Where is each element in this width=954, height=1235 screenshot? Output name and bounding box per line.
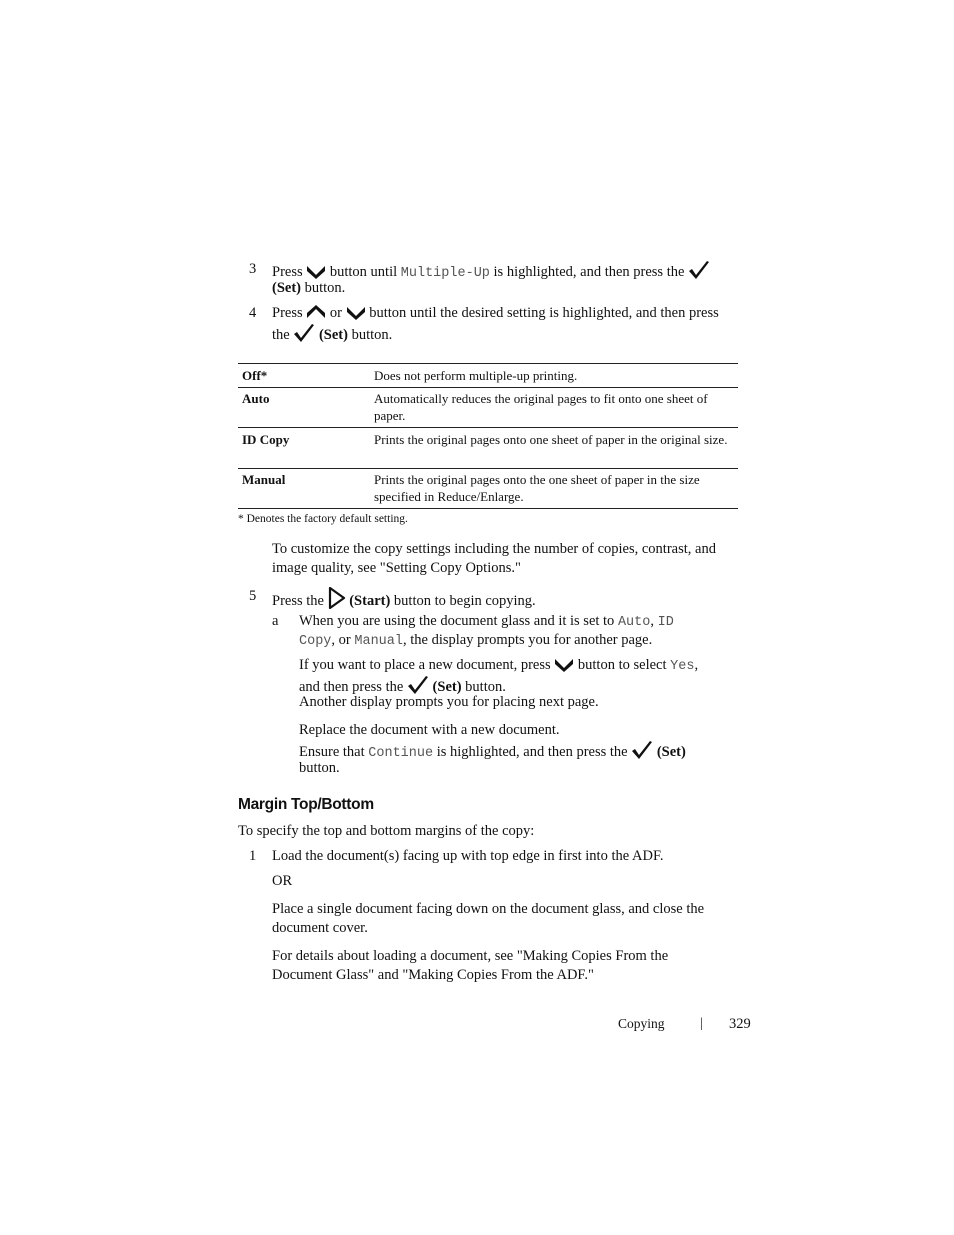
substep-a-p3-line-2 <box>299 740 686 766</box>
step-text: button. <box>351 327 393 343</box>
set-label: (Set) <box>432 679 462 695</box>
step-text: or <box>329 305 342 321</box>
step-text: , <box>650 613 654 629</box>
step-number: 1 <box>249 848 257 864</box>
step-number: 5 <box>249 588 257 604</box>
step-text: and then press the <box>299 679 404 695</box>
table-row-label: Off* <box>242 368 268 383</box>
step-text: Press <box>272 264 303 280</box>
start-label: (Start) <box>349 593 391 609</box>
place-line-1: Place a single document facing down on the document glass, and close the <box>272 901 705 917</box>
substep-a-p2-line-3: Another display prompts you for placing next page. <box>299 694 599 710</box>
footer-separator: | <box>700 1015 703 1030</box>
details-line-2: Document Glass" and "Making Copies From the ADF." <box>272 967 594 983</box>
menu-value: Multiple-Up <box>400 266 490 281</box>
step-text: If you want to place a new document, press <box>299 657 551 673</box>
checkmark-icon <box>688 260 710 286</box>
page-number: 329 <box>729 1016 751 1032</box>
step-text: button to select <box>577 657 667 673</box>
substep-a-line-1 <box>299 612 674 632</box>
step-3-line-2 <box>272 279 345 298</box>
chevron-down-icon <box>554 656 574 679</box>
table-rule <box>238 427 738 428</box>
set-label: (Set) <box>318 327 348 343</box>
footer-chapter: Copying <box>618 1016 665 1031</box>
place-line-2: document cover. <box>272 920 368 936</box>
step-number: 4 <box>249 305 257 321</box>
table-rule <box>238 508 738 509</box>
menu-value: ID <box>657 615 674 630</box>
step-text: the <box>272 327 290 343</box>
section-step-1: Load the document(s) facing up with top edge in first into the ADF. <box>272 848 664 864</box>
table-row-label: ID Copy <box>242 432 290 447</box>
set-label: (Set) <box>272 280 301 296</box>
table-row-label: Auto <box>242 391 270 406</box>
step-text: button. <box>465 679 506 695</box>
step-text: button to begin copying. <box>393 593 536 609</box>
menu-value: Copy <box>299 634 332 649</box>
step-text: , the display prompts you for another page. <box>402 632 653 648</box>
step-4-line-2 <box>272 323 392 349</box>
or-text: OR <box>272 873 293 889</box>
menu-value: Auto <box>617 615 651 630</box>
set-label: (Set) <box>656 744 686 760</box>
substep-a-line-2 <box>299 631 652 651</box>
table-rule <box>238 387 738 388</box>
step-text: is highlighted, and then press the <box>493 264 685 280</box>
step-text: , or <box>331 632 351 648</box>
step-text: Press <box>272 305 303 321</box>
step-text: is highlighted, and then press the <box>436 744 628 760</box>
step-text: When you are using the document glass and it is set to <box>299 613 615 629</box>
menu-value: Continue <box>368 746 434 761</box>
substep-a-p3-line-3: button. <box>299 760 340 776</box>
table-footnote: * Denotes the factory default setting. <box>238 513 408 525</box>
customize-line-2: image quality, see "Setting Copy Options." <box>272 560 521 576</box>
step-text: button until <box>329 264 398 280</box>
step-text: Ensure that <box>299 744 365 760</box>
checkmark-icon <box>293 323 315 349</box>
checkmark-icon <box>631 740 653 766</box>
start-triangle-icon <box>328 587 346 615</box>
customize-line-1: To customize the copy settings including the number of copies, contrast, and <box>272 541 716 557</box>
substep-a-p3-line-1: Replace the document with a new document. <box>299 722 560 738</box>
table-row-desc: Does not perform multiple-up printing. <box>374 368 578 383</box>
menu-value: Yes <box>670 659 695 674</box>
table-rule <box>238 363 738 364</box>
section-intro: To specify the top and bottom margins of the copy: <box>238 823 535 839</box>
table-rule <box>238 468 738 469</box>
step-text: , <box>694 657 699 673</box>
step-text: Press the <box>272 593 324 609</box>
details-line-1: For details about loading a document, see "Making Copies From the <box>272 948 669 964</box>
step-text: button. <box>304 280 346 296</box>
table-row-desc: Automatically reduces the original pages to fit onto one sheet of paper. <box>374 391 708 423</box>
table-row-label: Manual <box>242 472 286 487</box>
step-text: button until the desired setting is highlighted, and then press <box>369 305 719 321</box>
menu-value: Manual <box>354 634 403 649</box>
section-heading: Margin Top/Bottom <box>238 796 374 813</box>
table-row-desc: Prints the original pages onto one sheet of paper in the original size. <box>374 432 728 447</box>
table-row-desc: Prints the original pages onto the one sheet of paper in the size specified in Reduce/Enlarge. <box>374 472 700 504</box>
substep-letter: a <box>272 613 279 629</box>
step-5-line <box>272 587 536 615</box>
step-number: 3 <box>249 261 257 277</box>
